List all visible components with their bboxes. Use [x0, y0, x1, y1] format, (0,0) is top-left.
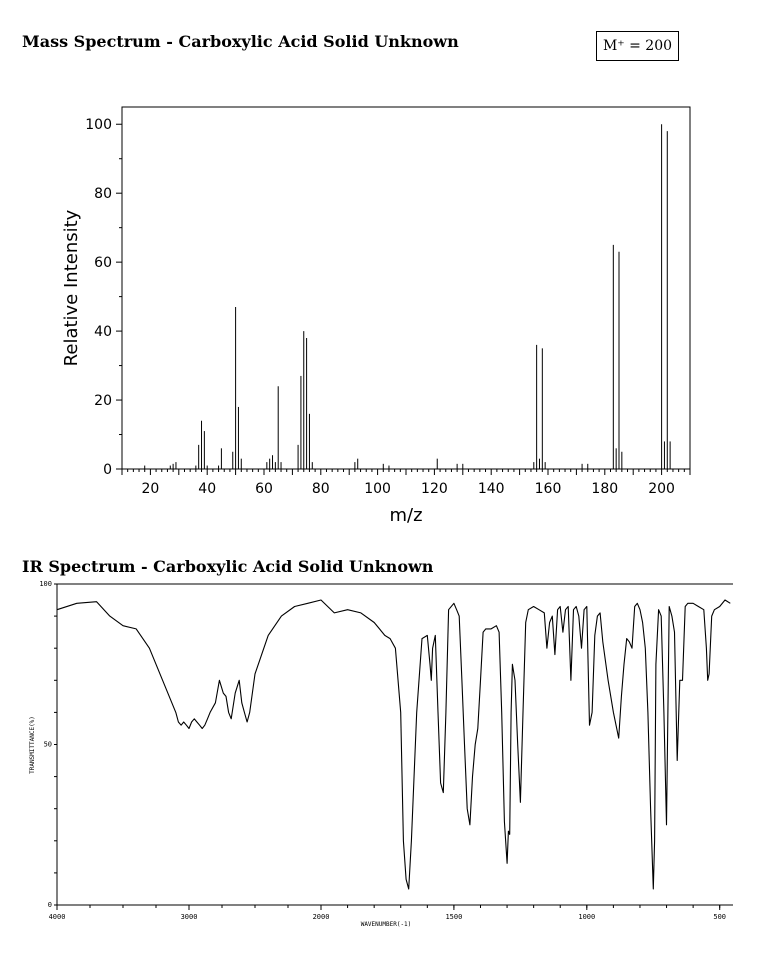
ir-x-tick-label: 1000: [578, 913, 596, 921]
ms-y-tick-label: 0: [103, 462, 112, 478]
ms-y-tick-label: 80: [94, 186, 112, 203]
ms-x-tick-label: 20: [141, 481, 160, 497]
ir-y-tick-label: 100: [39, 580, 52, 588]
mass-spectrum-title: Mass Spectrum - Carboxylic Acid Solid Unknown: [22, 32, 459, 51]
ir-y-tick-label: 0: [47, 901, 52, 909]
molecular-ion-label: M⁺ = 200: [596, 31, 679, 61]
ms-x-tick-label: 100: [364, 481, 391, 497]
ir-y-tick-label: 50: [43, 740, 52, 749]
ms-x-tick-label: 60: [255, 481, 273, 497]
ms-y-tick-label: 40: [94, 324, 112, 341]
ms-x-axis-label: m/z: [389, 505, 423, 526]
ms-x-tick-label: 80: [311, 481, 330, 497]
ir-x-tick-label: 2000: [312, 913, 330, 921]
ir-x-tick-label: 4000: [48, 913, 66, 921]
ir-x-tick-label: 3000: [180, 913, 198, 921]
ms-y-tick-label: 100: [85, 117, 112, 134]
ir-x-tick-label: 1500: [445, 913, 463, 921]
ms-x-tick-label: 160: [534, 481, 562, 497]
ms-x-tick-label: 200: [648, 481, 675, 497]
ir-x-axis-label: WAVENUMBER(-1): [360, 921, 412, 928]
ir-spectrum-title: IR Spectrum - Carboxylic Acid Solid Unknown: [22, 557, 434, 576]
ms-x-tick-label: 180: [591, 481, 619, 497]
ir-spectrum-trace: [57, 600, 730, 889]
ir-y-axis-label: TRANSMITTANCE(%): [29, 716, 36, 774]
ir-x-tick-label: 500: [713, 913, 727, 921]
ms-y-axis-label: Relative Intensity: [61, 209, 82, 367]
ms-x-tick-label: 40: [198, 481, 217, 497]
ms-y-tick-label: 60: [94, 255, 112, 272]
ms-plot-frame: [122, 107, 690, 469]
ms-x-tick-label: 120: [421, 481, 448, 497]
ms-y-tick-label: 20: [94, 393, 112, 410]
ms-x-tick-label: 140: [477, 481, 505, 497]
